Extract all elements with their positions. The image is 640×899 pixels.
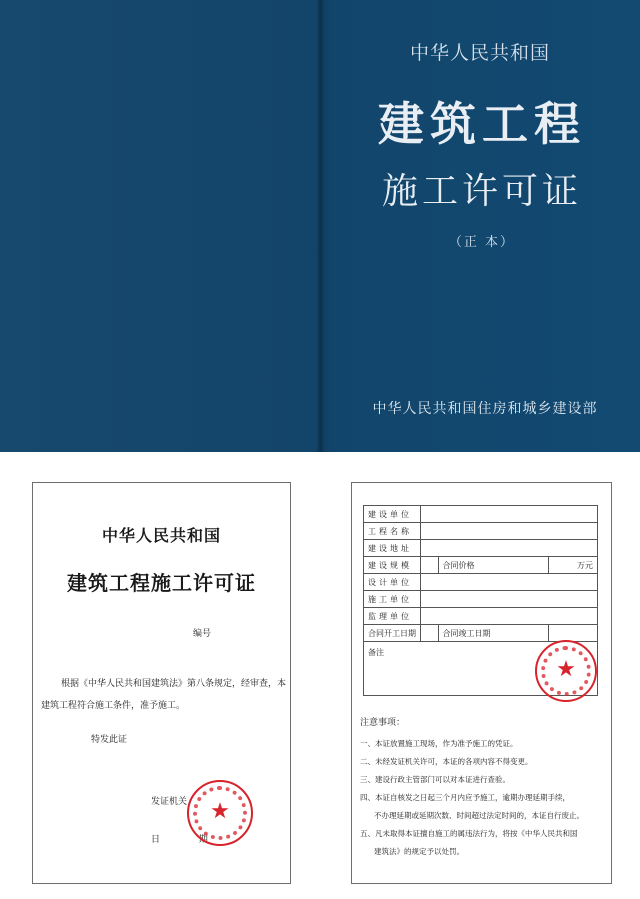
list-item: 四、本证自核发之日起三个月内应予施工，逾期办理延期手续， xyxy=(360,793,570,802)
construction-scale-label: 建设规模 xyxy=(364,557,421,574)
seal-star-icon: ★ xyxy=(210,798,230,824)
construction-unit-value xyxy=(421,506,598,523)
table-row xyxy=(364,625,598,642)
table-row xyxy=(364,506,598,523)
left-page-title: 建筑工程施工许可证 xyxy=(67,571,256,595)
design-unit-label: 设计单位 xyxy=(364,574,421,591)
contract-start-value xyxy=(421,625,439,642)
list-item: 不办理延期或延期次数、时间超过法定时间的，本证自行废止。 xyxy=(374,811,584,820)
construction-address-label: 建设地址 xyxy=(364,540,421,557)
list-item: 二、未经发证机关许可，本证的各项内容不得变更。 xyxy=(360,757,533,766)
list-item: 三、建设行政主管部门可以对本证进行查验。 xyxy=(360,775,510,784)
issuer-label: 发证机关 xyxy=(151,797,188,807)
left-page xyxy=(32,482,291,884)
list-item: 一、本证放置施工现场，作为准予施工的凭证。 xyxy=(360,739,518,748)
official-seal xyxy=(187,780,253,846)
table-row xyxy=(364,540,598,557)
list-item: 建筑法》的规定予以处罚。 xyxy=(374,847,464,856)
cover-country: 中华人民共和国 xyxy=(409,42,550,64)
remarks-label: 备注 xyxy=(368,648,384,657)
contract-end-value xyxy=(549,625,598,642)
official-seal xyxy=(535,640,597,702)
construction-address-value xyxy=(421,540,598,557)
design-unit-value xyxy=(421,574,598,591)
table-row xyxy=(364,608,598,625)
notice-list xyxy=(360,735,608,861)
construction-unit-label: 建设单位 xyxy=(364,506,421,523)
cover-title-line2: 施工许可证 xyxy=(381,171,582,212)
contract-end-label: 合同竣工日期 xyxy=(438,625,549,642)
construction-scale-value xyxy=(421,557,439,574)
notice-title: 注意事项： xyxy=(360,718,406,728)
serial-number-label: 编号 xyxy=(193,629,212,639)
list-item: 五、凡未取得本证擅自施工的属违法行为，将按《中华人民共和国 xyxy=(360,829,578,838)
cover-spine xyxy=(316,0,324,452)
project-name-label: 工程名称 xyxy=(364,523,421,540)
special-issue-text: 特发此证 xyxy=(91,735,128,745)
cover-edition: （正 本） xyxy=(448,235,516,250)
contract-price-unit: 万元 xyxy=(549,557,598,574)
cover-title-line1: 建筑工程 xyxy=(378,97,586,151)
table-row xyxy=(364,557,598,574)
left-page-country: 中华人民共和国 xyxy=(101,526,221,545)
builder-unit-value xyxy=(421,591,598,608)
cover-ministry: 中华人民共和国住房和城乡建设部 xyxy=(372,401,598,417)
supervision-unit-value xyxy=(421,608,598,625)
issue-date-label: 日 期 xyxy=(151,835,226,845)
permit-body-text: 根据《中华人民共和国建筑法》第八条规定，经审查，本建筑工程符合施工条件，准予施工。 xyxy=(41,679,287,711)
table-row xyxy=(364,523,598,540)
supervision-unit-label: 监理单位 xyxy=(364,608,421,625)
builder-unit-label: 施工单位 xyxy=(364,591,421,608)
table-row xyxy=(364,591,598,608)
seal-star-icon: ★ xyxy=(556,656,576,682)
project-name-value xyxy=(421,523,598,540)
contract-start-label: 合同开工日期 xyxy=(364,625,421,642)
right-page xyxy=(351,482,612,884)
table-row xyxy=(364,574,598,591)
contract-price-label: 合同价格 xyxy=(438,557,549,574)
